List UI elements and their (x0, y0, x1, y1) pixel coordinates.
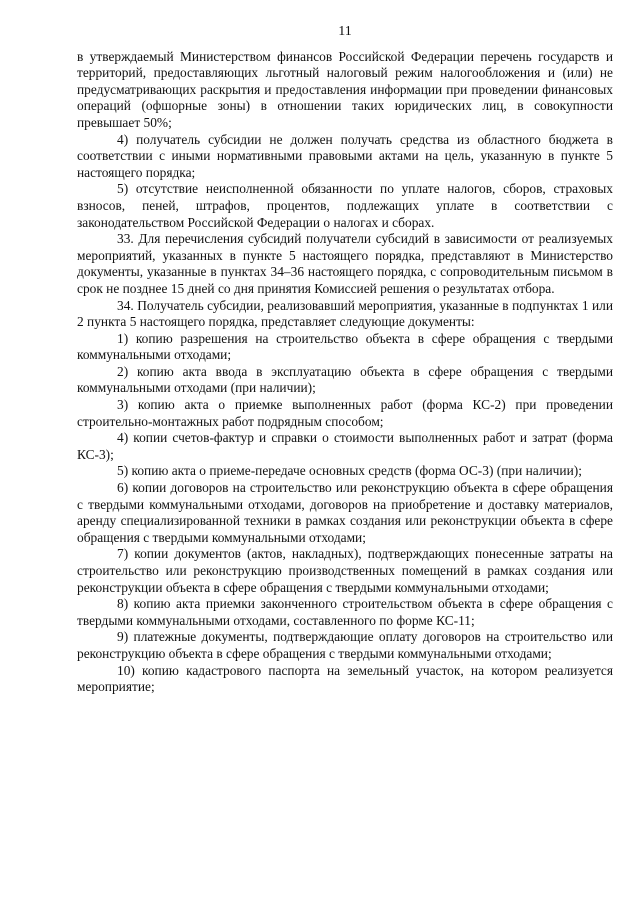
list-item-4: 4) копии счетов-фактур и справки о стоимости выполненных работ и затрат (форма КС-3); (77, 430, 613, 462)
list-item-5: 5) копию акта о приеме-передаче основных средств (форма ОС-3) (при наличии); (117, 463, 582, 479)
paragraph-continuation: в утверждаемый Министерством финансов Российской Федерации перечень государств и территорий, предоставляющих льготный налоговый режим налогообложения и (или) не предусматривающих раскрытия и предоставления информации при проведении финансовых операций (офшорные зоны) в отношении таких юридических лиц, в совокупности превышает 50%; (77, 48, 613, 130)
paragraph-item-4: 4) получатель субсидии не должен получать средства из областного бюджета в соответствии с иными нормативными правовыми актами на цель, указанную в пункте 5 настоящего порядка; (77, 131, 613, 180)
page-number: 11 (338, 24, 352, 39)
paragraph-clause-33: 33. Для перечисления субсидий получатели субсидий в зависимости от реализуемых мероприятий, указанных в пункте 5 настоящего порядка, представляют в Министерство документы, указанные в пунктах 34–36 настоящего порядка, с сопроводительным письмом в срок не позднее 15 дней со дня принятия Комиссией решения о результатах отбора. (77, 231, 613, 296)
paragraph-clause-34: 34. Получатель субсидии, реализовавший мероприятия, указанные в подпунктах 1 или 2 пункта 5 настоящего порядка, представляет следующие документы: (77, 297, 613, 330)
list-item-10: 10) копию кадастрового паспорта на земельный участок, на котором реализуется мероприятие; (77, 662, 613, 695)
list-item-9: 9) платежные документы, подтверждающие оплату договоров на строительство или реконструкцию объекта в сфере обращения с твердыми коммунальными отходами; (77, 629, 613, 661)
list-item-1: 1) копию разрешения на строительство объекта в сфере обращения с твердыми коммунальными отходами; (77, 330, 613, 363)
document-page (77, 20, 613, 696)
list-item-3: 3) копию акта о приемке выполненных работ (форма КС-2) при проведении строительно-монтажных работ подрядным способом; (77, 397, 613, 429)
paragraph-item-5: 5) отсутствие неисполненной обязанности по уплате налогов, сборов, страховых взносов, пеней, штрафов, процентов, подлежащих уплате в соответствии с законодательством Российской Федерации о налогах и сборах. (77, 181, 613, 230)
list-item-6: 6) копии договоров на строительство или реконструкцию объекта в сфере обращения с твердыми коммунальными отходами, договоров на приобретение и доставку материалов, аренду специализированной техники в рамках создания или реконструкции объекта в сфере обращения с твердыми коммунальными отходами; (77, 480, 613, 545)
list-item-7: 7) копии документов (актов, накладных), подтверждающих понесенные затраты на строительство или реконструкцию производственных помещений в рамках создания или реконструкции объекта в сфере обращения с твердыми коммунальными отходами; (77, 546, 613, 595)
list-item-8: 8) копию акта приемки законченного строительством объекта в сфере обращения с твердыми коммунальными отходами, составленного по форме КС-11; (77, 596, 613, 628)
list-item-2: 2) копию акта ввода в эксплуатацию объекта в сфере обращения с твердыми коммунальными отходами (при наличии); (77, 363, 613, 396)
